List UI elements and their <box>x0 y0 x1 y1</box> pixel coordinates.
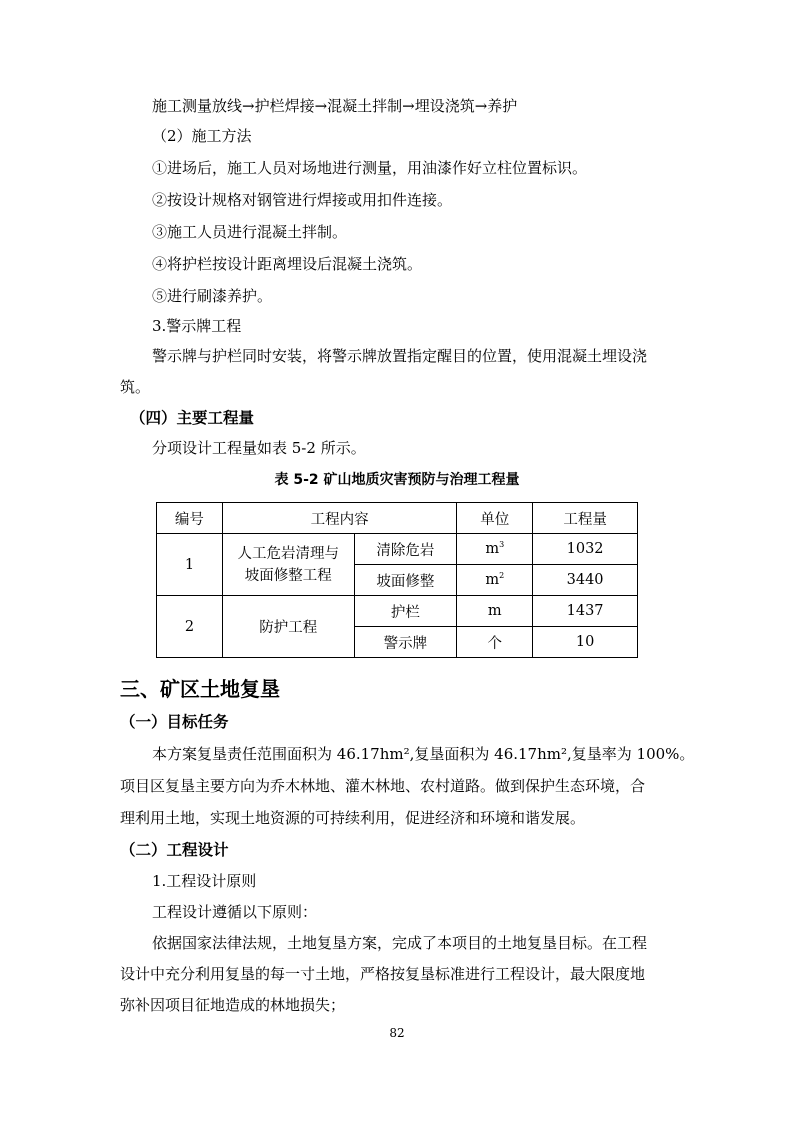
method-step-5: ⑤进行刷漆养护。 <box>152 287 273 305</box>
qty-cell: 3440 <box>533 565 638 596</box>
item-cell: 清除危岩 <box>354 534 457 565</box>
principle-paragraph-line2: 设计中充分利用复垦的每一寸土地，严格按复垦标准进行工程设计，最大限度地 <box>120 965 646 983</box>
target-paragraph-line2: 项目区复垦主要方向为乔木林地、灌木林地、农村道路。做到保护生态环境，合 <box>120 777 646 795</box>
warning-sign-paragraph-line1: 警示牌与护栏同时安装，将警示牌放置指定醒目的位置，使用混凝土埋设浇 <box>152 347 648 365</box>
table-row <box>157 534 638 565</box>
subheading-construction-method: （2）施工方法 <box>152 127 252 145</box>
table-header-row <box>157 503 638 534</box>
subheading-warning-sign: 3.警示牌工程 <box>152 317 242 335</box>
section-heading-land-reclamation: 三、矿区土地复垦 <box>120 677 280 701</box>
group-name-line1: 人工危岩清理与 <box>237 545 339 562</box>
method-step-2: ②按设计规格对钢管进行焊接或用扣件连接。 <box>152 191 453 209</box>
target-paragraph-line1: 本方案复垦责任范围面积为 46.17hm²,复垦面积为 46.17hm²,复垦率为 100%。 <box>152 745 695 763</box>
heading-main-quantities: （四）主要工程量 <box>130 409 255 427</box>
warning-sign-paragraph-line2: 筑。 <box>120 378 151 396</box>
qty-cell: 1437 <box>533 596 638 627</box>
method-step-4: ④将护栏按设计距离埋设后混凝土浇筑。 <box>152 255 423 273</box>
unit-cell: 个 <box>457 627 533 658</box>
table-caption: 表 5-2 矿山地质灾害预防与治理工程量 <box>274 472 520 488</box>
principles-intro: 工程设计遵循以下原则： <box>152 903 318 921</box>
item-cell: 护栏 <box>354 596 457 627</box>
item-cell: 坡面修整 <box>354 565 457 596</box>
header-unit: 单位 <box>457 503 533 534</box>
page-number: 82 <box>389 1026 405 1040</box>
group-name: 防护工程 <box>222 596 354 658</box>
principle-paragraph-line1: 依据国家法律法规，土地复垦方案，完成了本项目的土地复垦目标。在工程 <box>152 934 648 952</box>
subheading-design-principles: 1.工程设计原则 <box>152 872 257 890</box>
group-name-line2: 坡面修整工程 <box>244 567 332 584</box>
engineering-quantity-table <box>156 502 638 658</box>
target-paragraph-line3: 理利用土地，实现土地资源的可持续利用，促进经济和环境和谐发展。 <box>120 809 586 827</box>
method-step-1: ①进场后，施工人员对场地进行测量，用油漆作好立柱位置标识。 <box>152 159 588 177</box>
heading-target-task: （一）目标任务 <box>120 713 229 731</box>
method-step-3: ③施工人员进行混凝土拌制。 <box>152 223 348 241</box>
principle-paragraph-line3: 弥补因项目征地造成的林地损失； <box>120 996 346 1014</box>
header-qty: 工程量 <box>533 503 638 534</box>
group-no: 2 <box>157 596 223 658</box>
header-content: 工程内容 <box>222 503 456 534</box>
qty-cell: 10 <box>533 627 638 658</box>
unit-cell: m <box>457 596 533 627</box>
unit-cell: $m^3$ <box>457 534 533 565</box>
group-no: 1 <box>157 534 223 596</box>
item-cell: 警示牌 <box>354 627 457 658</box>
table-row <box>157 596 638 627</box>
group-name <box>222 534 354 596</box>
header-no: 编号 <box>157 503 223 534</box>
heading-engineering-design: （二）工程设计 <box>120 841 229 859</box>
qty-cell: 1032 <box>533 534 638 565</box>
process-flow-line: 施工测量放线→护栏焊接→混凝土拌制→埋设浇筑→养护 <box>152 97 518 115</box>
table-reference-text: 分项设计工程量如表 5-2 所示。 <box>152 439 366 457</box>
unit-cell: $m^2$ <box>457 565 533 596</box>
